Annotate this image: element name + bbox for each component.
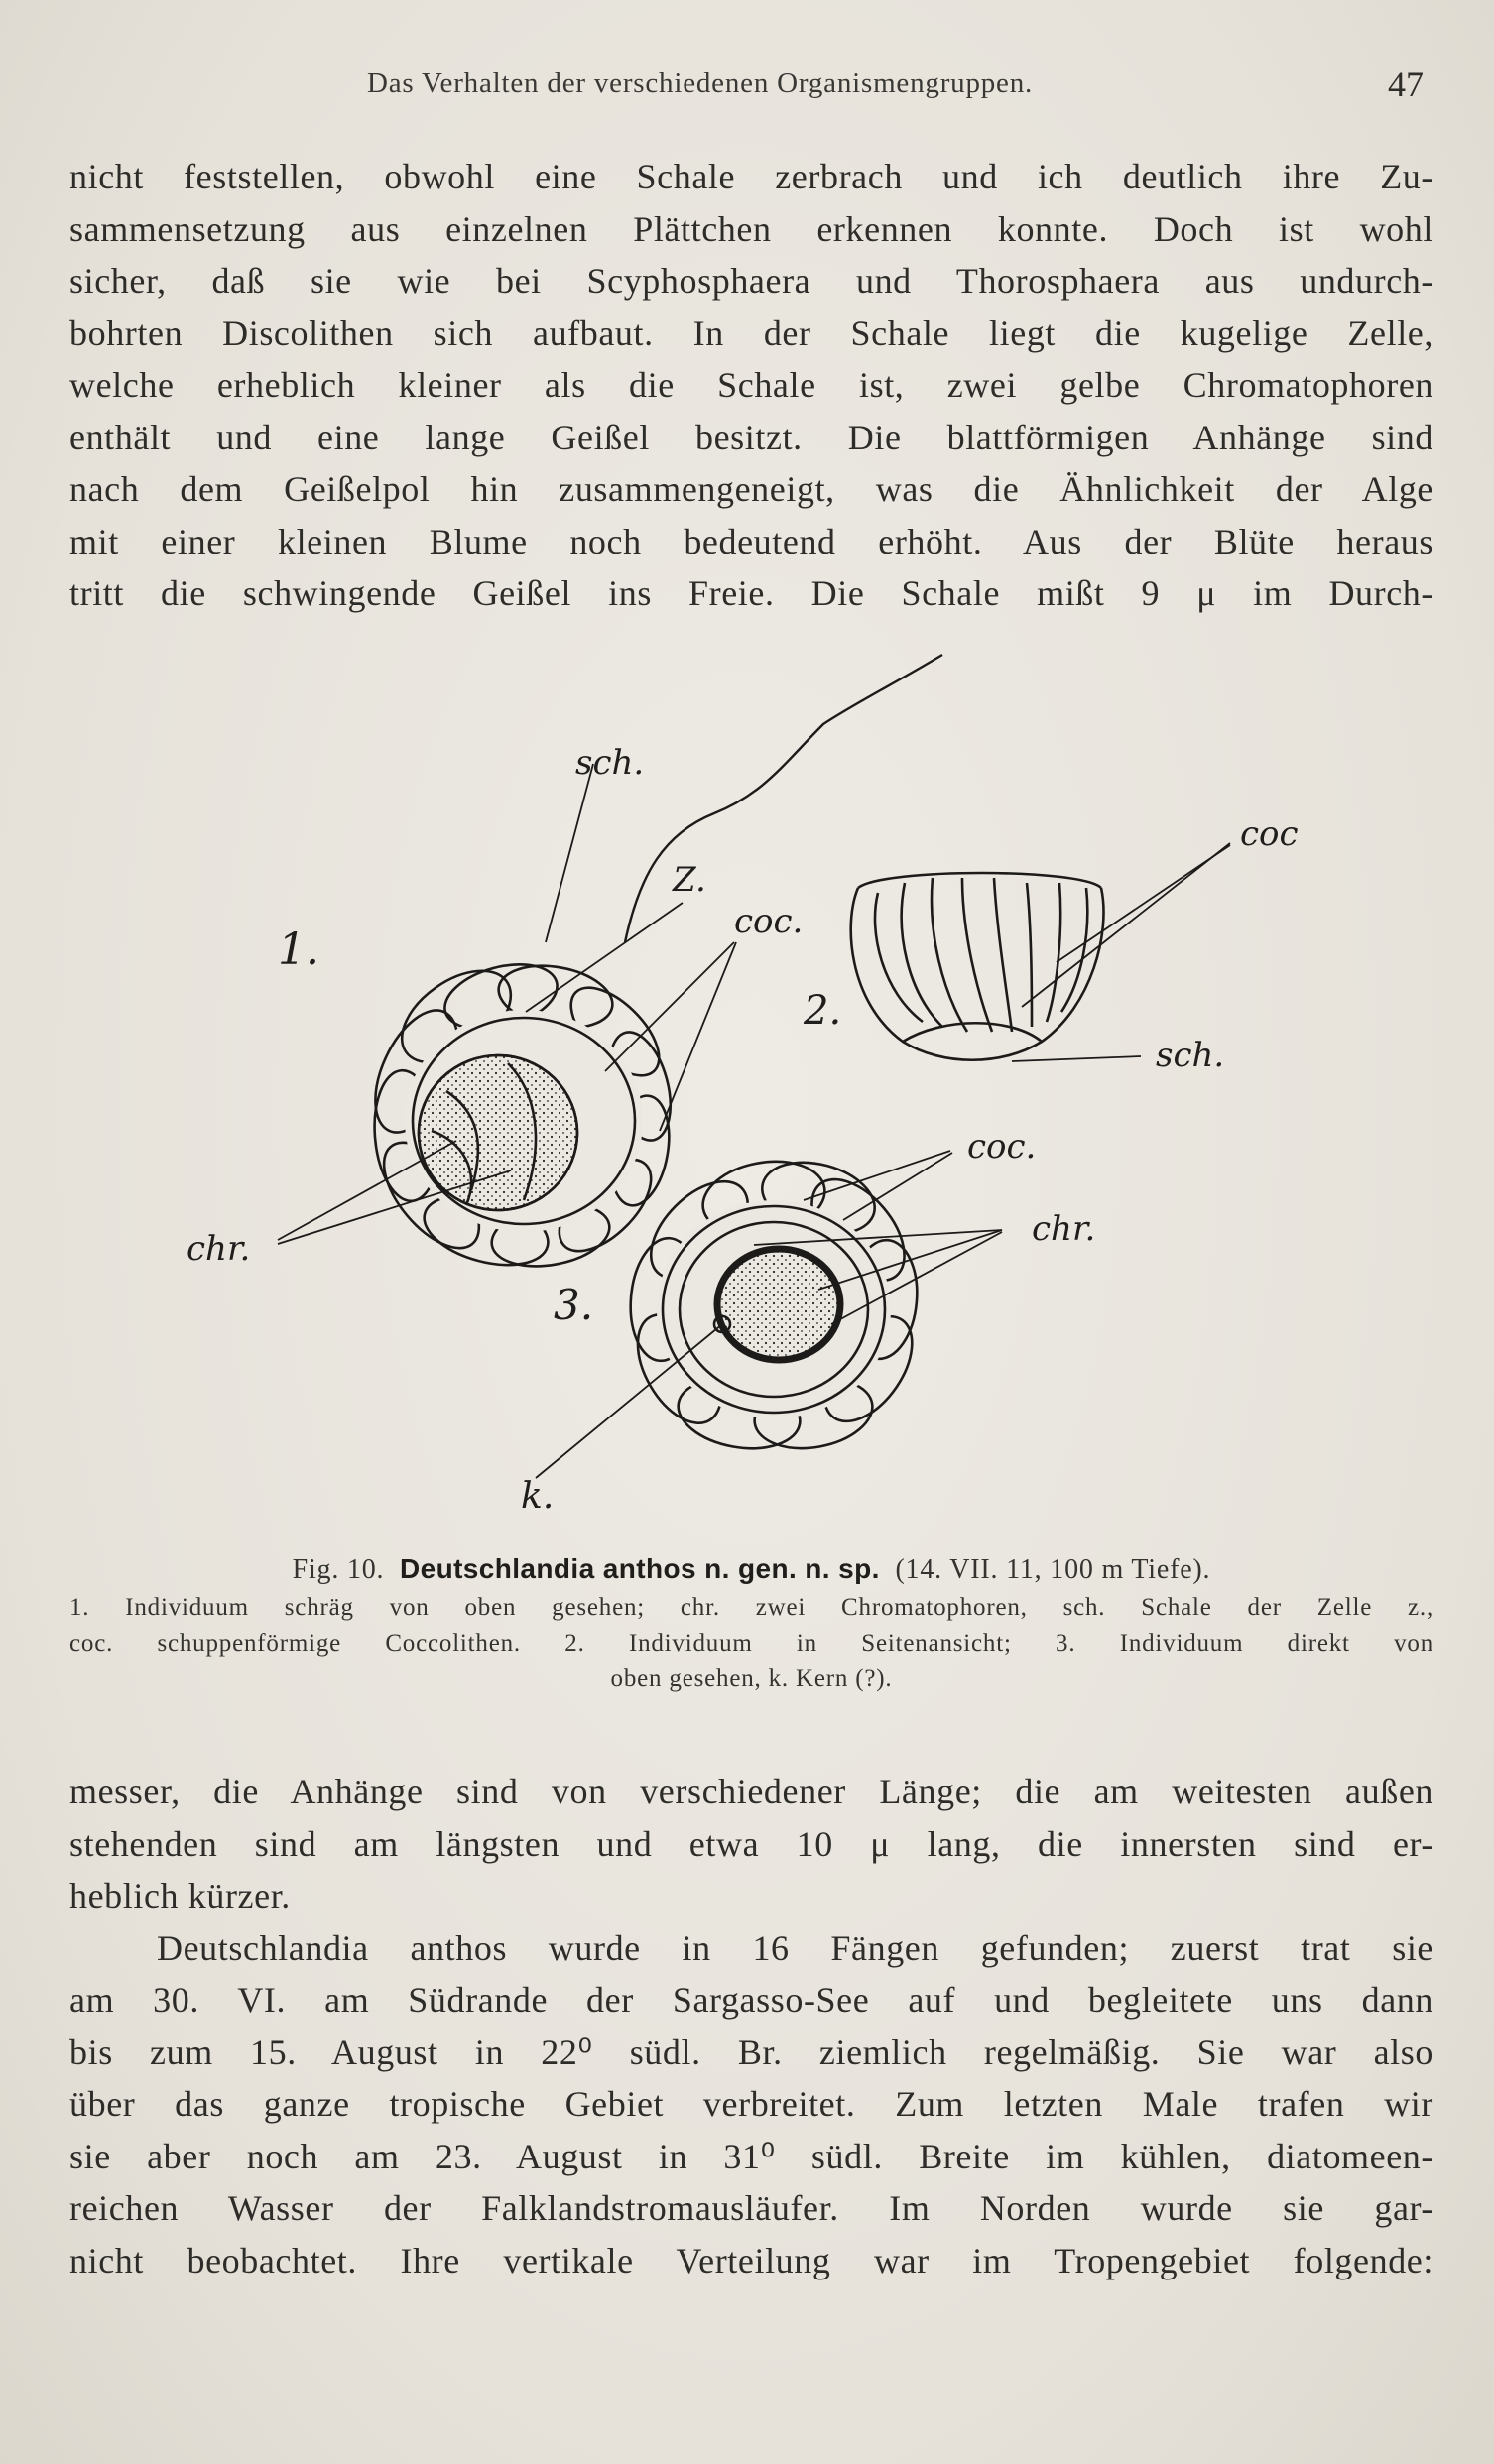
text-line: welche erheblich kleiner als die Schale ist, zwei gelbe Chromatophoren (69, 365, 1433, 405)
fig2-sch-label: sch. (1156, 1036, 1225, 1075)
caption-title (69, 1549, 1433, 1590)
caption-line: 1. Individuum schräg von oben gesehen; chr. zwei Chromatophoren, sch. Schale der Zelle z., (69, 1594, 1433, 1621)
fig1-chr-label: chr. (187, 1229, 251, 1269)
figure-caption (69, 1549, 1433, 1697)
text-line: tritt die schwingende Geißel ins Freie. Die Schale mißt 9 μ im Durch- (69, 573, 1433, 613)
text-line: nach dem Geißelpol hin zusammengeneigt, was die Ähnlichkeit der Alge (69, 469, 1433, 509)
top-paragraph (69, 151, 1433, 620)
running-title: Das Verhalten der verschiedenen Organismengruppen. (367, 67, 1034, 99)
fig2-number: 2. (804, 988, 842, 1034)
text-line: mit einer kleinen Blume noch bedeutend erhöht. Aus der Blüte heraus (69, 521, 1433, 561)
text-line: reichen Wasser der Falklandstromausläufer. Im Norden wurde sie gar- (69, 2188, 1433, 2228)
caption-line: oben gesehen, k. Kern (?). (610, 1665, 893, 1692)
caption-line: coc. schuppenförmige Coccolithen. 2. Individuum in Seitenansicht; 3. Individuum direkt von (69, 1630, 1433, 1657)
text-line: über das ganze tropische Gebiet verbreitet. Zum letzten Male trafen wir (69, 2084, 1433, 2124)
fig1-z-label: Z. (673, 860, 706, 900)
figure-10 (187, 675, 1389, 1567)
fig3-number: 3. (554, 1281, 594, 1329)
page-header (69, 63, 1433, 113)
text-line: sie aber noch am 23. August in 31⁰ südl. Breite im kühlen, diatomeen- (69, 2136, 1433, 2176)
text-line: stehenden sind am längsten und etwa 10 μ lang, die innersten sind er- (69, 1823, 1433, 1864)
text-line: bis zum 15. August in 22⁰ südl. Br. ziemlich regelmäßig. Sie war also (69, 2032, 1433, 2072)
bottom-paragraph (69, 1766, 1433, 2286)
caption-species: Deutschlandia anthos n. gen. n. sp. (399, 1553, 880, 1584)
text-line: enthält und eine lange Geißel besitzt. Die blattförmigen Anhänge sind (69, 417, 1433, 457)
figure-2-side-view (851, 843, 1230, 1061)
text-line: sammensetzung aus einzelnen Plättchen erkennen konnte. Doch ist wohl (69, 208, 1433, 249)
fig1-coc-label: coc. (734, 902, 804, 941)
page-number: 47 (1388, 64, 1424, 104)
fig3-coc-label: coc. (967, 1127, 1037, 1167)
caption-date-depth: (14. VII. 11, 100 m Tiefe). (895, 1554, 1211, 1585)
text-line: nicht beobachtet. Ihre vertikale Verteilung war im Tropengebiet folgende: (69, 2240, 1433, 2280)
text-line: am 30. VI. am Südrande der Sargasso-See auf und begleitete uns dann (69, 1980, 1433, 2020)
fig3-chr-label: chr. (1032, 1209, 1096, 1249)
fig2-coc-label: coc (1240, 814, 1299, 854)
text-line: bohrten Discolithen sich aufbaut. In der Schale liegt die kugelige Zelle, (69, 312, 1433, 353)
text-line: nicht feststellen, obwohl eine Schale zerbrach und ich deutlich ihre Zu- (69, 157, 1433, 196)
text-line: sicher, daß sie wie bei Scyphosphaera und Thorosphaera aus undurch- (69, 261, 1433, 301)
caption-fig-prefix: Fig. 10. (292, 1554, 385, 1585)
text-line: Deutschlandia anthos wurde in 16 Fängen gefunden; zuerst trat sie (157, 1927, 1433, 1968)
fig1-sch-label: sch. (575, 743, 645, 783)
text-line: heblich kürzer. (69, 1876, 291, 1915)
fig3-k-label: k. (521, 1476, 555, 1517)
text-line: messer, die Anhänge sind von verschiedener Länge; die am weitesten außen (69, 1772, 1433, 1811)
figure-drawing (187, 675, 1389, 1567)
fig1-number: 1. (278, 924, 319, 975)
